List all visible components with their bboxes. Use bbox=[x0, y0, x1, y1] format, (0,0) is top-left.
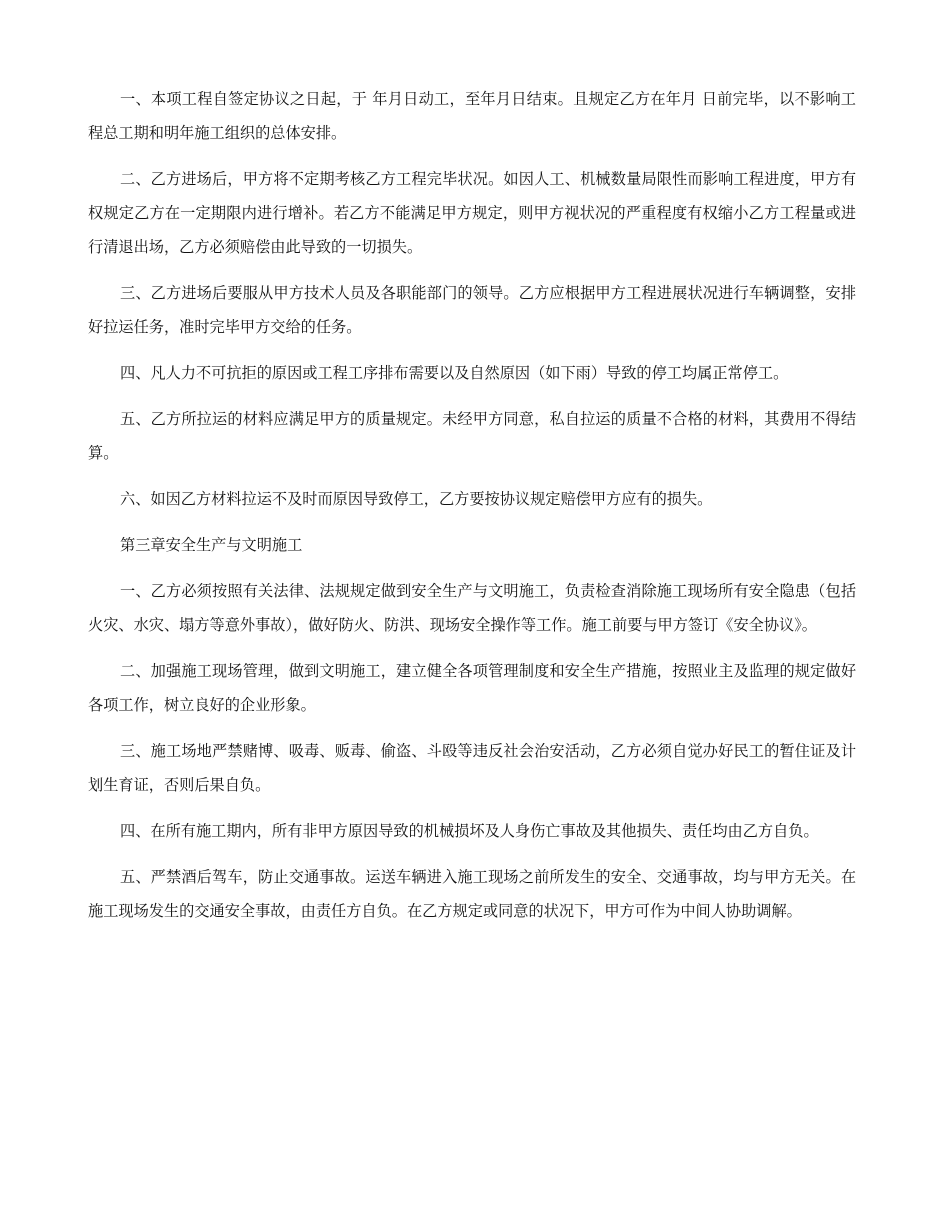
chapter-clause-2: 二、加强施工现场管理，做到文明施工，建立健全各项管理制度和安全生产措施，按照业主及监理的规定做好各项工作，树立良好的企业形象。 bbox=[88, 662, 856, 714]
chapter-clause-5: 五、严禁酒后驾车，防止交通事故。运送车辆进入施工现场之前所发生的安全、交通事故，均与甲方无关。在施工现场发生的交通安全事故，由责任方自负。在乙方规定或同意的状况下，甲方可作为中间人协助调解。 bbox=[88, 868, 856, 920]
clause-4: 四、凡人力不可抗拒的原因或工程工序排布需要以及自然原因（如下雨）导致的停工均属正常停工。 bbox=[120, 364, 789, 382]
chapter-heading: 第三章安全生产与文明施工 bbox=[120, 536, 303, 554]
clause-2: 二、乙方进场后，甲方将不定期考核乙方工程完毕状况。如因人工、机械数量局限性而影响工程进度，甲方有权规定乙方在一定期限内进行增补。若乙方不能满足甲方规定，则甲方视状况的严重程度有权缩小乙方工程量或进行清退出场，乙方必须赔偿由此导致的一切损失。 bbox=[88, 170, 856, 256]
clause-3: 三、乙方进场后要服从甲方技术人员及各职能部门的领导。乙方应根据甲方工程进展状况进行车辆调整，安排好拉运任务，准时完毕甲方交给的任务。 bbox=[88, 284, 856, 336]
clause-6: 六、如因乙方材料拉运不及时而原因导致停工，乙方要按协议规定赔偿甲方应有的损失。 bbox=[120, 490, 713, 508]
chapter-clause-4: 四、在所有施工期内，所有非甲方原因导致的机械损坏及人身伤亡事故及其他损失、责任均由乙方自负。 bbox=[120, 822, 819, 840]
document-body bbox=[88, 82, 856, 928]
clause-5: 五、乙方所拉运的材料应满足甲方的质量规定。未经甲方同意，私自拉运的质量不合格的材料，其费用不得结算。 bbox=[88, 410, 856, 462]
chapter-clause-1: 一、乙方必须按照有关法律、法规规定做到安全生产与文明施工，负责检查消除施工现场所有安全隐患（包括火灾、水灾、塌方等意外事故），做好防火、防洪、现场安全操作等工作。施工前要与甲方签订《安全协议》。 bbox=[88, 582, 856, 634]
chapter-clause-3: 三、施工场地严禁赌博、吸毒、贩毒、偷盗、斗殴等违反社会治安活动，乙方必须自觉办好民工的暂住证及计划生育证，否则后果自负。 bbox=[88, 742, 856, 794]
clause-1: 一、本项工程自签定协议之日起，于 年月日动工，至年月日结束。且规定乙方在年月 日前完毕，以不影响工程总工期和明年施工组织的总体安排。 bbox=[88, 90, 856, 142]
